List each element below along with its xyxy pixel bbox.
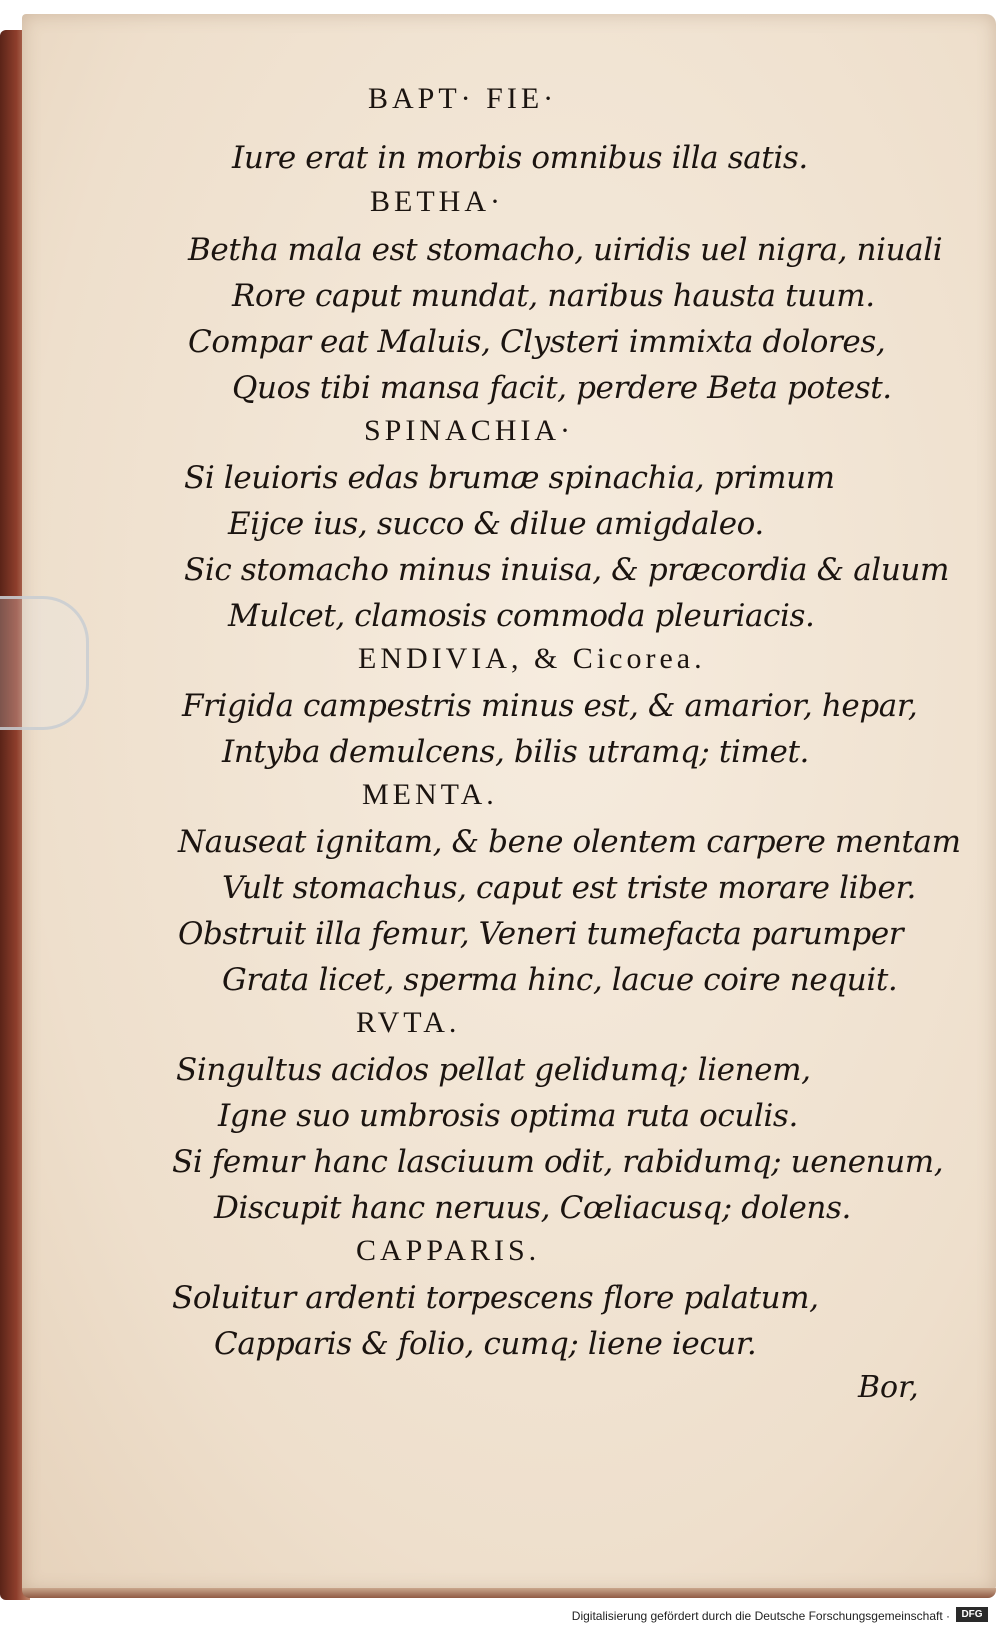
- section-heading-endivia: ENDIVIA, & Cicorea.: [358, 642, 706, 675]
- verse-line: Compar eat Maluis, Clysteri immixta dolores,: [188, 324, 886, 360]
- section-heading-ruta: RVTA.: [356, 1006, 461, 1039]
- verse-line: Obstruit illa femur, Veneri tumefacta parumper: [178, 916, 904, 952]
- section-heading-capparis: CAPPARIS.: [356, 1234, 541, 1267]
- catchword: Bor,: [858, 1370, 919, 1405]
- paper-clip: [0, 596, 89, 730]
- section-heading-spinachia: SPINACHIA·: [364, 414, 575, 447]
- verse-line: Sic stomacho minus inuisa, & præcordia & aluum: [184, 552, 949, 588]
- verse-line: Capparis & folio, cumq; liene iecur.: [214, 1326, 757, 1362]
- footer-credit: Digitalisierung gefördert durch die Deutsche Forschungsgemeinschaft ·: [571, 1609, 950, 1623]
- verse-line: Frigida campestris minus est, & amarior, hepar,: [182, 688, 918, 724]
- verse-line: Betha mala est stomacho, uiridis uel nigra, niuali: [188, 232, 943, 268]
- verse-line: Si femur hanc lasciuum odit, rabidumq; uenenum,: [172, 1144, 944, 1180]
- verse-line: Quos tibi mansa facit, perdere Beta potest.: [232, 370, 892, 406]
- verse-line: Grata licet, sperma hinc, lacue coire nequit.: [222, 962, 898, 998]
- verse-line: Discupit hanc neruus, Cœliacusq; dolens.: [214, 1190, 851, 1226]
- dfg-logo-icon: DFG: [956, 1607, 988, 1622]
- running-head: BAPT· FIE·: [368, 82, 558, 115]
- section-heading-betha: BETHA·: [370, 185, 504, 218]
- page-bottom-edge: [22, 1588, 996, 1598]
- verse-line: Si leuioris edas brumæ spinachia, primum: [184, 460, 835, 496]
- verse-line: Rore caput mundat, naribus hausta tuum.: [232, 278, 875, 314]
- verse-line: Igne suo umbrosis optima ruta oculis.: [218, 1098, 798, 1134]
- verse-line: Soluitur ardenti torpescens flore palatum,: [172, 1280, 819, 1316]
- section-heading-menta: MENTA.: [362, 778, 498, 811]
- verse-line: Intyba demulcens, bilis utramq; timet.: [222, 734, 809, 770]
- verse-line: Nauseat ignitam, & bene olentem carpere mentam: [178, 824, 961, 860]
- verse-line: Singultus acidos pellat gelidumq; lienem,: [176, 1052, 811, 1088]
- verse-line: Eijce ius, succo & dilue amigdaleo.: [228, 506, 764, 542]
- verse-line: Iure erat in morbis omnibus illa satis.: [232, 140, 808, 176]
- verse-line: Mulcet, clamosis commoda pleuriacis.: [228, 598, 815, 634]
- verse-line: Vult stomachus, caput est triste morare liber.: [222, 870, 916, 906]
